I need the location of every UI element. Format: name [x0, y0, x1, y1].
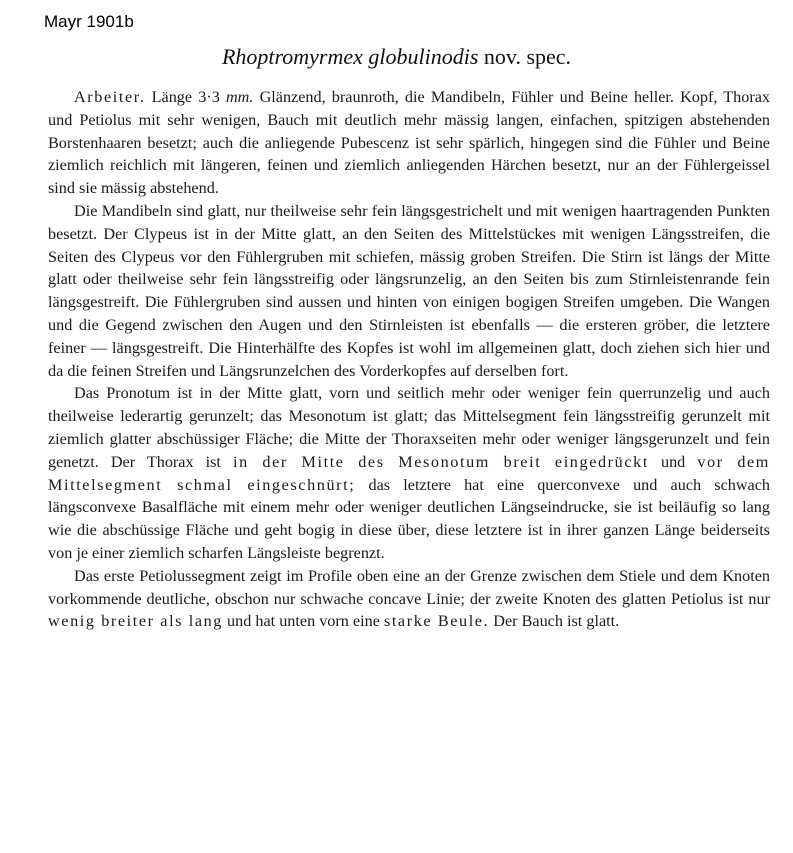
species-title: [0, 44, 793, 70]
description-body: [48, 86, 770, 633]
body-length: Länge 3·3: [151, 88, 220, 106]
paragraph-text: das letztere hat eine querconvexe und auch schwach längsconvexe Basalfläche mit einem mehr oder weniger deutlichen Längseindrucke, sie ist beiläufig so lang wie die abschüssige Fläche und geht bogig in diese über, diese letztere ist in ihrer ganzen Länge beiderseits von je einer ziemlich scharfen Längsleiste begrenzt.: [48, 475, 770, 562]
paragraph-worker-description: [48, 86, 770, 200]
source-citation-label: Mayr 1901b: [44, 12, 134, 31]
emphasized-text: wenig breiter als lang: [48, 612, 223, 631]
paragraph-petiole-description: [48, 565, 770, 633]
paragraph-text: Das Pronotum ist in der Mitte glatt, vorn und seitlich mehr oder weniger fein querrunzelig und auch theilweise lederartig gerunzelt; das Mesonotum ist glatt; das Mittelsegment fein längsstreifig gerunzelt mit ziemlich glatter abschüssiger Fläche; die Mitte der Thoraxseiten mehr oder weniger längsgerunzelt und fein genetzt. Der Thorax ist: [48, 384, 770, 471]
paragraph-head-description: [48, 200, 770, 382]
paragraph-thorax-description: [48, 382, 770, 564]
emphasized-text: vor dem Mittelsegment schmal eingeschnürt;: [48, 452, 771, 494]
emphasized-text: in der Mitte des Mesonotum breit eingedrückt: [232, 452, 649, 471]
species-name: Rhoptromyrmex globulinodis: [221, 44, 479, 69]
length-unit: mm.: [225, 88, 254, 106]
emphasized-text: starke Beule.: [383, 612, 490, 631]
paragraph-text: Der Bauch ist glatt.: [493, 612, 620, 631]
paragraph-text: Die Mandibeln sind glatt, nur theilweise sehr fein längsgestrichelt und mit wenigen haartragenden Punkten besetzt. Der Clypeus ist in der Mitte glatt, an den Seiten des Mittelstückes mit wenigen Längsstreifen, die Seiten des Clypeus vor den Fühlergruben mit schiefen, mässig groben Streifen. Die Stirn ist längs der Mitte glatt oder theilweise sehr fein längsstreifig oder längsrunzelig, an den Seiten bis zum Stirnleistenrande fein längsgestreift. Die Fühlergruben sind aussen und hinten von einigen bogigen Streifen umgeben. Die Wangen und die Gegend zwischen den Augen und den Stirnleisten ist ebenfalls — die ersteren gröber, die letztere feiner — längsgestreift. Die Hinterhälfte des Kopfes ist wohl im allgemeinen glatt, doch ziehen sich hier und da die feinen Streifen und Längsrunzelchen des Vorderkopfes auf derselben fort.: [48, 201, 770, 380]
species-status: nov. spec.: [483, 44, 572, 69]
paragraph-text: Das erste Petiolussegment zeigt im Profile oben eine an der Grenze zwischen dem Stiele und dem Knoten vorkommende deutliche, obschon nur schwache concave Linie; der zweite Knoten des glatten Petiolus ist nur: [48, 566, 770, 608]
caste-heading: Arbeiter.: [74, 88, 146, 106]
paragraph-text: und hat unten vorn eine: [227, 612, 380, 631]
paragraph-text: und: [660, 452, 686, 471]
paragraph-text: Glänzend, braunroth, die Mandibeln, Fühler und Beine heller. Kopf, Thorax und Petiolus mit sehr wenigen, Bauch mit deutlich mehr mässig langen, einfachen, spitzigen abstehenden Borstenhaaren besetzt; auch die anliegende Pubescenz ist sehr spärlich, hingegen sind die Fühler und Beine ziemlich reichlich mit längeren, feinen und ziemlich anliegenden Härchen besetzt, nur an der Fühlergeissel sind sie mässig abstehend.: [48, 88, 771, 198]
